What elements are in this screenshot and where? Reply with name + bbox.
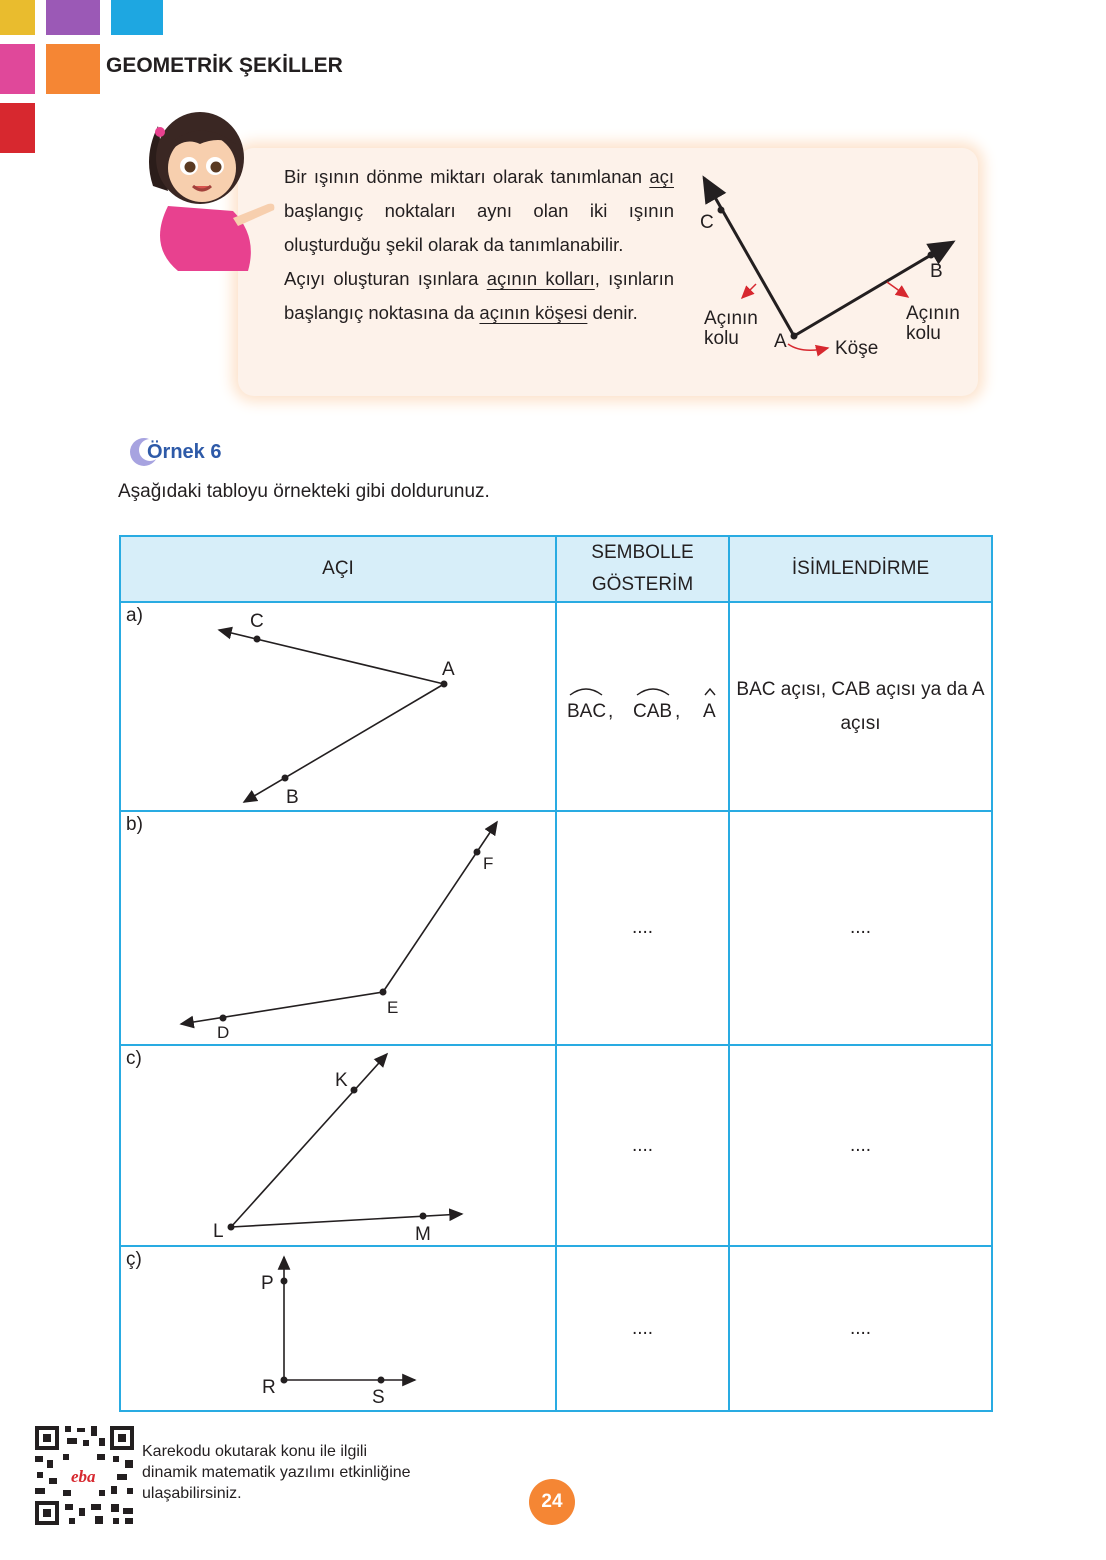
deco-square-blue	[111, 0, 163, 35]
deco-square-yellow	[0, 0, 35, 35]
deco-square-pink	[0, 44, 35, 94]
angle-figure-cell	[120, 602, 556, 811]
symbol-sep-2: ,	[674, 700, 680, 722]
qr-logo: eba	[71, 1467, 96, 1486]
angle-figure-cell	[120, 1045, 556, 1246]
label-p: P	[261, 1273, 274, 1294]
header-angle: AÇI	[120, 536, 556, 602]
arm-label-left-2: kolu	[704, 328, 739, 349]
point-e	[380, 989, 387, 996]
example-title: Örnek 6	[147, 441, 222, 463]
angle-table	[119, 535, 993, 1412]
label-e: E	[387, 998, 399, 1017]
qr-caption: Karekodu okutarak konu ile ilgili dinamik matematik yazılımı etkinliğine ulaşabilirsiniz.	[142, 1443, 411, 1502]
row-label: b)	[126, 814, 143, 835]
page-number: 24	[529, 1479, 575, 1525]
symbol-cab: CAB	[632, 700, 672, 722]
symbol-cell: ....	[556, 1045, 729, 1246]
label-c: C	[250, 611, 264, 632]
angle-figure-cc	[121, 1247, 557, 1412]
qr-code[interactable]	[33, 1424, 136, 1527]
term-vertex: açının köşesi	[479, 302, 588, 323]
symbol-a: A	[702, 700, 716, 722]
angle-figure-b	[121, 812, 557, 1046]
point-a	[791, 333, 798, 340]
angle-definition-diagram	[690, 170, 980, 370]
row-label: a)	[126, 605, 143, 626]
point-k	[351, 1087, 358, 1094]
info-paragraph-2: Açıyı oluşturan ışınlara açının kolları, ışınların başlangıç noktasına da açının köşesi denir.	[284, 268, 674, 323]
header-naming: İSİMLENDİRME	[729, 536, 992, 602]
example-instruction: Aşağıdaki tabloyu örnekteki gibi doldurunuz.	[118, 481, 490, 502]
arm-arrow-left	[742, 284, 756, 298]
diagram-label-c: C	[700, 212, 714, 233]
ray-ef	[383, 822, 497, 992]
term-angle: açı	[649, 166, 674, 187]
arm-arrow-right	[887, 282, 908, 297]
label-k: K	[335, 1070, 348, 1091]
point-a	[441, 681, 448, 688]
table-row	[120, 1246, 992, 1411]
deco-square-purple	[46, 0, 100, 35]
angle-figure-cell	[120, 1246, 556, 1411]
label-r: R	[262, 1377, 276, 1398]
table-row	[120, 602, 992, 811]
point-l	[228, 1224, 235, 1231]
symbol-sep-1: ,	[607, 700, 613, 722]
naming-cell: ....	[729, 1246, 992, 1411]
point-d	[220, 1015, 227, 1022]
point-c	[718, 207, 725, 214]
point-r	[281, 1377, 288, 1384]
arm-label-right-2: kolu	[906, 323, 941, 344]
vertex-label: Köşe	[835, 338, 879, 359]
naming-cell: ....	[729, 1045, 992, 1246]
angle-figure-c	[121, 1046, 557, 1247]
ray-lk	[231, 1054, 387, 1227]
symbol-bac: BAC	[566, 700, 606, 722]
label-f: F	[483, 854, 494, 873]
naming-text: BAC açısı, CAB açısı ya da A açısı	[736, 678, 985, 734]
ray-ab	[244, 684, 444, 802]
symbol-cell	[556, 602, 729, 811]
symbol-cell: ....	[556, 811, 729, 1045]
arm-label-left-1: Açının	[704, 308, 758, 329]
row-label: c)	[126, 1048, 142, 1069]
header-symbol: SEMBOLLE GÖSTERİM	[556, 536, 729, 602]
label-a: A	[442, 659, 455, 680]
label-b: B	[286, 787, 299, 808]
label-l: L	[213, 1221, 224, 1242]
ray-ed	[181, 992, 383, 1024]
table-header-row	[120, 536, 992, 602]
angle-figure-cell	[120, 811, 556, 1045]
naming-cell	[729, 602, 992, 811]
label-m: M	[415, 1224, 431, 1245]
point-s	[378, 1377, 385, 1384]
info-paragraph-1: Bir ışının dönme miktarı olarak tanımlanan açı başlangıç noktaları aynı olan iki ışının oluşturduğu şekil olarak da tanımlanabilir.	[284, 166, 674, 255]
point-c	[254, 636, 261, 643]
angle-figure-a	[121, 603, 557, 812]
ray-ac	[219, 630, 444, 684]
table-row	[120, 1045, 992, 1246]
vertex-arrow	[788, 344, 828, 350]
table-row	[120, 811, 992, 1045]
girl-character-illustration	[138, 96, 278, 276]
arm-label-right-1: Açının	[906, 303, 960, 324]
point-m	[420, 1213, 427, 1220]
deco-square-red	[0, 103, 35, 153]
point-f	[474, 849, 481, 856]
diagram-label-a: A	[774, 331, 787, 352]
point-b	[928, 252, 935, 259]
symbol-cell: ....	[556, 1246, 729, 1411]
symbol-notation	[558, 679, 728, 729]
term-arms: açının kolları	[486, 268, 595, 289]
row-label: ç)	[126, 1249, 142, 1270]
deco-square-orange	[46, 44, 100, 94]
page-title: GEOMETRİK ŞEKİLLER	[106, 54, 343, 77]
point-b	[282, 775, 289, 782]
diagram-label-b: B	[930, 261, 943, 282]
info-text	[284, 160, 674, 330]
point-p	[281, 1278, 288, 1285]
naming-cell: ....	[729, 811, 992, 1045]
label-s: S	[372, 1387, 385, 1408]
label-d: D	[217, 1023, 230, 1042]
